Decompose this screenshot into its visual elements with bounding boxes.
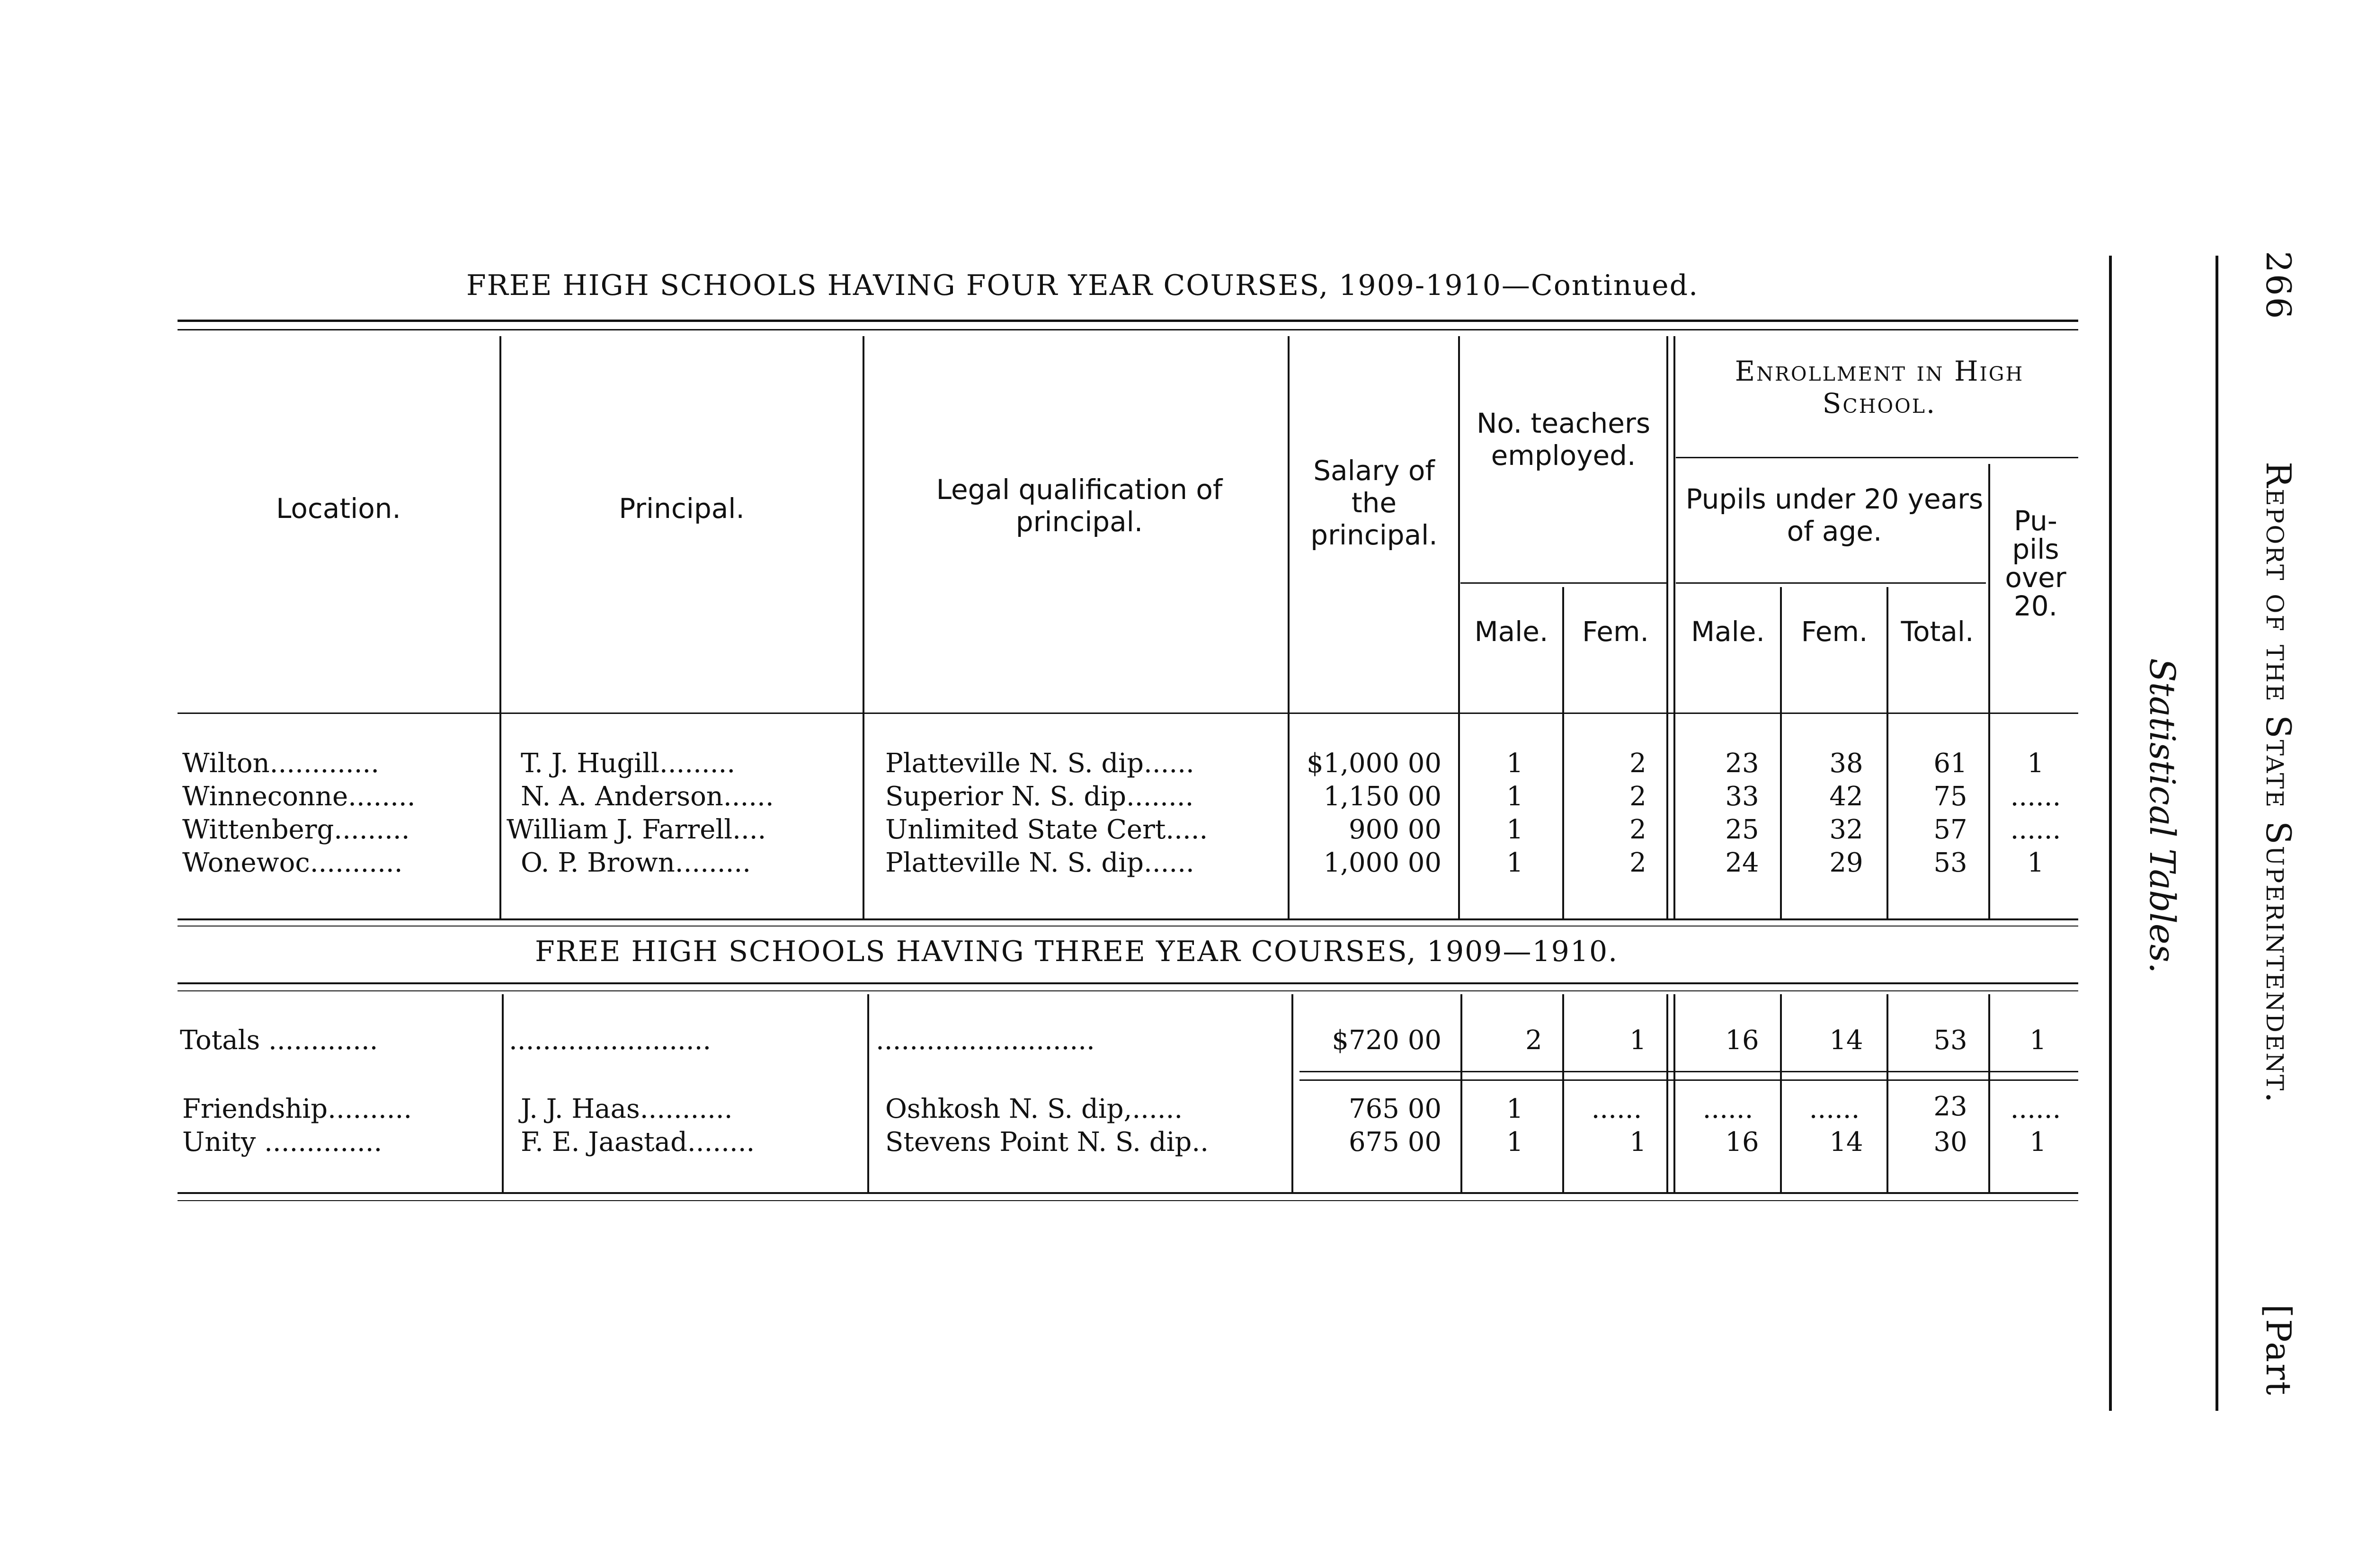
cell-teachers-male: 1 — [1506, 1094, 1523, 1124]
cell-location: Wittenberg......... — [182, 814, 410, 845]
header-teachers-male: Male. — [1474, 615, 1548, 648]
col-divider — [1988, 464, 1990, 918]
cell-under20-male: ...... — [1702, 1094, 1753, 1124]
cell-location: Totals ............. — [180, 1025, 378, 1056]
totals-rule — [1299, 1071, 2078, 1072]
running-head: Report of the State Superintendent. — [2259, 462, 2298, 1105]
cell-under20-total: 57 — [1933, 814, 1967, 845]
cell-teachers-fem: 2 — [1629, 814, 1646, 845]
col-divider — [1673, 994, 1675, 1193]
table-three-bottom-rule — [178, 1200, 2078, 1201]
table-three-bottom-rule — [178, 1192, 2078, 1194]
cell-salary: $720 00 — [1332, 1025, 1442, 1056]
col-divider — [499, 336, 501, 918]
header-subrule — [1460, 582, 1666, 584]
top-rule-1 — [178, 320, 2078, 322]
margin-rule — [2109, 256, 2112, 1411]
part-label: [Part — [2259, 1304, 2298, 1397]
col-divider — [1780, 587, 1782, 918]
header-subrule — [1676, 457, 2078, 458]
cell-over20: ...... — [2010, 781, 2061, 812]
table-three-top-rule — [178, 990, 2078, 991]
cell-qualification: .......................... — [876, 1025, 1095, 1056]
cell-location: Wilton............. — [182, 748, 380, 779]
cell-teachers-fem: 1 — [1629, 1025, 1646, 1056]
header-qualification: Legal qualification of principal. — [936, 473, 1223, 538]
header-under20-total: Total. — [1901, 615, 1974, 648]
cell-under20-total: 61 — [1933, 748, 1967, 779]
cell-location: Unity .............. — [182, 1127, 383, 1158]
cell-teachers-male: 1 — [1506, 814, 1523, 845]
cell-principal: William J. Farrell.... — [507, 814, 766, 845]
cell-under20-total: 30 — [1933, 1127, 1967, 1158]
cell-qualification: Unlimited State Cert..... — [885, 814, 1208, 845]
cell-salary: 675 00 — [1349, 1127, 1442, 1158]
header-salary: Salary of the principal. — [1310, 454, 1438, 551]
col-divider — [867, 994, 869, 1193]
col-divider — [1458, 336, 1460, 918]
cell-under20-male: 16 — [1725, 1127, 1759, 1158]
cell-under20-male: 24 — [1725, 847, 1759, 878]
cell-salary: $1,000 00 — [1306, 748, 1442, 779]
header-subrule — [1676, 582, 1986, 584]
header-enrollment: Enrollment in High School. — [1735, 355, 2024, 419]
cell-teachers-fem: ...... — [1591, 1094, 1642, 1124]
cell-under20-fem: 38 — [1829, 748, 1863, 779]
cell-under20-fem: 42 — [1829, 781, 1863, 812]
col-divider — [1988, 994, 1990, 1193]
cell-teachers-fem: 2 — [1629, 847, 1646, 878]
cell-under20-total: 75 — [1933, 781, 1967, 812]
cell-teachers-fem: 2 — [1629, 748, 1646, 779]
cell-under20-total: 53 — [1933, 1025, 1967, 1056]
col-divider — [1666, 336, 1668, 918]
col-divider — [502, 994, 504, 1193]
col-divider — [1460, 994, 1462, 1193]
cell-under20-male: 23 — [1725, 748, 1759, 779]
table-four-bottom-rule — [178, 926, 2078, 927]
cell-teachers-male: 1 — [1506, 1127, 1523, 1158]
cell-salary: 765 00 — [1349, 1094, 1442, 1124]
cell-under20-male: 25 — [1725, 814, 1759, 845]
cell-principal: F. E. Jaastad........ — [521, 1127, 755, 1158]
cell-teachers-male: 1 — [1506, 781, 1523, 812]
header-bottom-rule — [178, 713, 2078, 714]
cell-under20-male: 33 — [1725, 781, 1759, 812]
cell-over20: ...... — [2010, 1094, 2061, 1124]
header-teachers: No. teachers employed. — [1476, 407, 1651, 472]
col-divider — [1562, 994, 1564, 1193]
cell-under20-fem: ...... — [1809, 1094, 1860, 1124]
header-under20-fem: Fem. — [1801, 615, 1868, 648]
cell-principal: J. J. Haas........... — [521, 1094, 733, 1124]
totals-rule — [1299, 1079, 2078, 1081]
cell-qualification: Platteville N. S. dip...... — [885, 748, 1194, 779]
cell-over20: 1 — [2029, 1127, 2047, 1158]
cell-under20-total: 23 — [1933, 1091, 1967, 1122]
cell-location: Wonewoc........... — [182, 847, 403, 878]
page-number: 266 — [2259, 251, 2298, 321]
cell-teachers-male: 1 — [1506, 748, 1523, 779]
col-divider — [1666, 994, 1668, 1193]
cell-qualification: Superior N. S. dip........ — [885, 781, 1194, 812]
col-divider — [1562, 587, 1564, 918]
cell-teachers-male: 2 — [1525, 1025, 1542, 1056]
col-divider — [1780, 994, 1782, 1193]
col-divider — [863, 336, 864, 918]
cell-under20-fem: 32 — [1829, 814, 1863, 845]
top-rule-2 — [178, 329, 2078, 330]
cell-principal: ........................ — [509, 1025, 712, 1056]
cell-over20: 1 — [2029, 1025, 2047, 1056]
col-divider — [1288, 336, 1290, 918]
cell-salary: 900 00 — [1349, 814, 1442, 845]
cell-over20: 1 — [2027, 748, 2044, 779]
margin-rule — [2216, 256, 2218, 1411]
header-under20-male: Male. — [1691, 615, 1765, 648]
cell-salary: 1,150 00 — [1323, 781, 1442, 812]
header-teachers-fem: Fem. — [1582, 615, 1649, 648]
section-label: Statistical Tables. — [2142, 658, 2182, 974]
cell-teachers-fem: 1 — [1629, 1127, 1646, 1158]
cell-over20: 1 — [2027, 847, 2044, 878]
col-divider — [1886, 994, 1888, 1193]
cell-under20-total: 53 — [1933, 847, 1967, 878]
cell-location: Friendship.......... — [182, 1094, 412, 1124]
cell-under20-fem: 14 — [1829, 1127, 1863, 1158]
cell-salary: 1,000 00 — [1323, 847, 1442, 878]
cell-over20: ...... — [2010, 814, 2061, 845]
table-four-bottom-rule — [178, 918, 2078, 920]
table-four-year-title: FREE HIGH SCHOOLS HAVING FOUR YEAR COURSES, 1909-1910—Continued. — [466, 269, 1699, 302]
cell-teachers-fem: 2 — [1629, 781, 1646, 812]
col-divider — [1673, 336, 1675, 918]
cell-under20-male: 16 — [1725, 1025, 1759, 1056]
cell-principal: T. J. Hugill......... — [521, 748, 736, 779]
cell-teachers-male: 1 — [1506, 847, 1523, 878]
header-under20: Pupils under 20 years of age. — [1685, 483, 1984, 547]
header-principal: Principal. — [619, 492, 745, 525]
table-three-top-rule — [178, 982, 2078, 984]
cell-under20-fem: 14 — [1829, 1025, 1863, 1056]
cell-principal: N. A. Anderson...... — [521, 781, 774, 812]
cell-under20-fem: 29 — [1829, 847, 1863, 878]
header-location: Location. — [276, 492, 401, 525]
cell-qualification: Stevens Point N. S. dip.. — [885, 1127, 1209, 1158]
header-over20: Pu- pils over 20. — [2005, 505, 2066, 622]
cell-principal: O. P. Brown......... — [521, 847, 751, 878]
table-three-year-title: FREE HIGH SCHOOLS HAVING THREE YEAR COURSES, 1909—1910. — [535, 935, 1619, 968]
cell-location: Winneconne........ — [182, 781, 416, 812]
cell-qualification: Oshkosh N. S. dip,...... — [885, 1094, 1183, 1124]
cell-qualification: Platteville N. S. dip...... — [885, 847, 1194, 878]
